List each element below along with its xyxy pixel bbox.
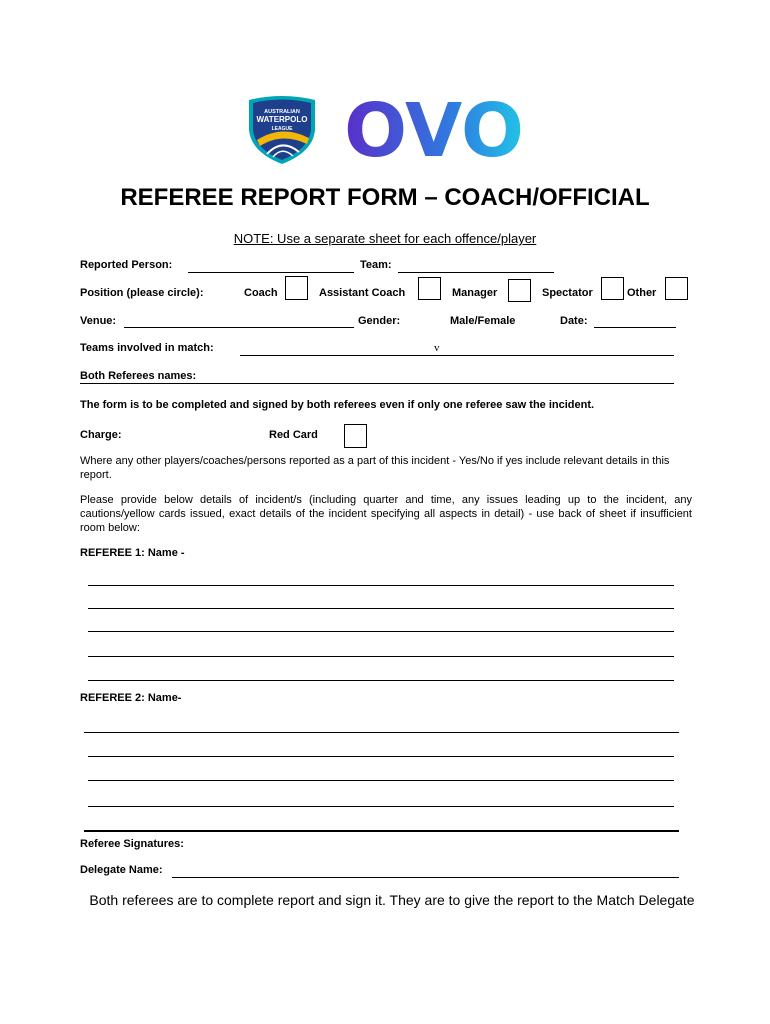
teams-involved-field[interactable]: [240, 355, 674, 356]
logo-line-2: WATERPOLO: [256, 115, 308, 124]
both-referees-field[interactable]: [80, 383, 674, 384]
other-checkbox[interactable]: [665, 277, 688, 300]
teams-involved-label: Teams involved in match:: [80, 342, 214, 354]
referee-1-label: REFEREE 1: Name -: [80, 547, 185, 559]
footer-instructions: Both referees are to complete report and sign it. They are to give the report to the Match Delegate: [89, 892, 695, 908]
red-card-checkbox[interactable]: [344, 424, 367, 448]
referee-2-line-5[interactable]: [84, 830, 679, 832]
date-field[interactable]: [594, 327, 676, 328]
referee-2-line-2[interactable]: [88, 756, 674, 757]
logo-line-3: LEAGUE: [271, 126, 293, 132]
spectator-label: Spectator: [542, 287, 593, 299]
venue-field[interactable]: [124, 327, 354, 328]
assistant-coach-checkbox[interactable]: [418, 277, 441, 300]
team-field[interactable]: [398, 272, 554, 273]
manager-label: Manager: [452, 287, 498, 299]
sponsor-text: OVO: [344, 98, 524, 164]
spectator-checkbox[interactable]: [601, 277, 624, 300]
sponsor-logo: [333, 98, 535, 164]
venue-label: Venue:: [80, 315, 117, 327]
referee-1-line-2[interactable]: [88, 608, 674, 609]
position-label: Position (please circle):: [80, 287, 204, 299]
league-logo: [243, 94, 321, 166]
referee-2-label: REFEREE 2: Name-: [80, 692, 182, 704]
manager-checkbox[interactable]: [508, 279, 531, 302]
reported-person-field[interactable]: [188, 272, 354, 273]
assistant-coach-label: Assistant Coach: [319, 287, 406, 299]
page-title: REFEREE REPORT FORM – COACH/OFFICIAL: [120, 184, 650, 211]
details-paragraph: Please provide below details of incident/s (including quarter and time, any issues leading up to the incident, any cautions/yellow cards issued, exact details of the incident specifying all aspects in detail) - use back of sheet if insufficient room below:: [80, 494, 692, 534]
gender-label: Gender:: [358, 315, 401, 327]
referee-1-line-5[interactable]: [88, 680, 674, 681]
referee-2-line-4[interactable]: [88, 806, 674, 807]
referee-1-line-4[interactable]: [88, 656, 674, 657]
completion-note: The form is to be completed and signed by both referees even if only one referee saw the incident.: [80, 399, 595, 411]
red-card-label: Red Card: [269, 429, 318, 441]
charge-label: Charge:: [80, 429, 122, 441]
referee-1-line-1[interactable]: [88, 585, 674, 586]
delegate-label: Delegate Name:: [80, 864, 163, 876]
delegate-field[interactable]: [172, 877, 679, 878]
coach-checkbox[interactable]: [285, 276, 308, 300]
coach-label: Coach: [244, 287, 278, 299]
note-text: NOTE: Use a separate sheet for each offence/player: [233, 231, 537, 246]
date-label: Date:: [560, 315, 588, 327]
both-referees-label: Both Referees names:: [80, 370, 197, 382]
team-label: Team:: [360, 259, 392, 271]
shield-icon: [243, 94, 321, 166]
signatures-label: Referee Signatures:: [80, 838, 184, 850]
referee-2-line-1[interactable]: [84, 732, 679, 733]
referee-2-line-3[interactable]: [88, 780, 674, 781]
gender-options: Male/Female: [450, 315, 516, 327]
logo-line-1: AUSTRALIAN: [264, 109, 300, 115]
other-reported-paragraph: Where any other players/coaches/persons reported as a part of this incident - Yes/No if yes include relevant details in this report.: [80, 455, 670, 481]
versus-text: v: [434, 342, 440, 354]
referee-1-line-3[interactable]: [88, 631, 674, 632]
other-label: Other: [627, 287, 657, 299]
reported-person-label: Reported Person:: [80, 259, 173, 271]
